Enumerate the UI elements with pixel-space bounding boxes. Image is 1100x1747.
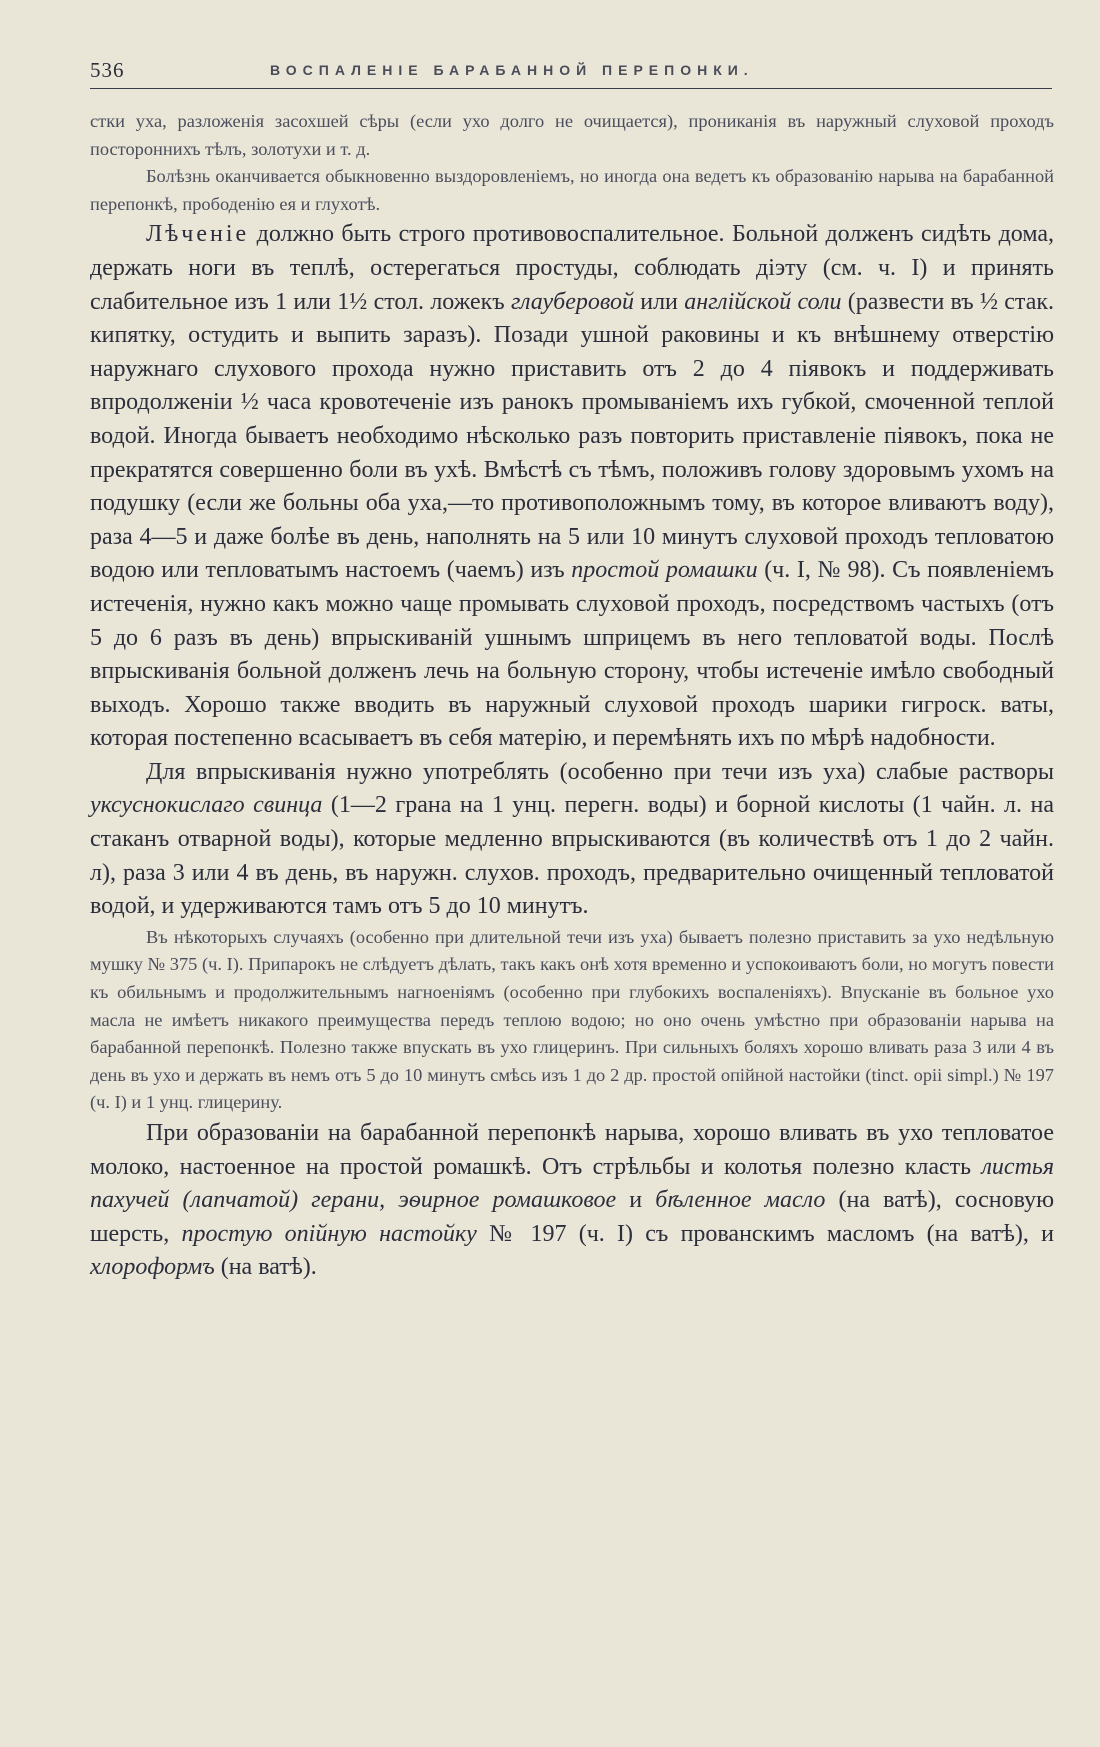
page-header <box>90 58 1052 89</box>
paragraph-outcome <box>90 163 1054 218</box>
italic-term: простой ромашки <box>571 557 758 584</box>
italic-term: англійской соли <box>684 288 842 315</box>
text-run: (развести въ ½ стак. кипятку, остудить и выпить заразъ). Позади ушной раковины и къ внѣшнему отверстію наружнаго слухового прохода нужно приставить отъ 2 до 4 піявокъ и поддерживать впродолженіи ½ часа кровотеченіе изъ ранокъ промываніемъ ихъ губкой, смоченной теплой водой. Иногда бываетъ необходимо нѣсколько разъ повторить приставленіе піявокъ, пока не прекратятся совершенно боли въ ухѣ. Вмѣстѣ съ тѣмъ, положивъ голову здоровымъ ухомъ на подушку (если же больны оба уха,—то противоположнымъ тому, въ которое вливаютъ воду), раза 4—5 и даже болѣе въ день, наполнять на 5 или 10 минутъ слуховой проходъ тепловатою водою или тепловатымъ настоемъ (чаемъ) изъ <box>90 288 1055 584</box>
text-run: должно быть строго противовоспалительное. Больной долженъ сидѣть дома, держать ноги въ теплѣ, остерегаться простуды, соблюдать діэту (см. ч. I) и принять слабительное изъ 1 или 1½ стол. ложекъ <box>90 221 1054 315</box>
italic-term: листья пахучей (лапчатой) герани, эѳирное ромашковое <box>90 1153 1054 1214</box>
text-run: (на ватѣ), сосновую шерсть, <box>90 1187 1055 1247</box>
paragraph-text: Въ нѣкоторыхъ случаяхъ (особенно при длительной течи изъ уха) бываетъ полезно приставить за ухо недѣльную мушку № 375 (ч. I). Припарокъ не слѣдуетъ дѣлать, такъ какъ онѣ хотя временно и успокоиваютъ боли, но могутъ повести къ обильнымъ и продолжительнымъ нагноеніямъ (особенно при глубокихъ воспаленіяхъ). Впусканіе въ больное ухо масла не имѣетъ никакого преимущества передъ теплою водою; но оно очень умѣстно при образованіи нарыва на барабанной перепонкѣ. Полезно также впускать въ ухо глицеринъ. При сильныхъ боляхъ хорошо вливать раза 3 или 4 въ день въ ухо и держать въ немъ отъ 5 до 10 минутъ смѣсь изъ 1 до 2 др. простой опійной настойки (tinct. opii simpl.) № 197 (ч. I) и 1 унц. глицерину. <box>90 926 1054 1113</box>
running-title: ВОСПАЛЕНІЕ БАРАБАННОЙ ПЕРЕПОНКИ. <box>270 62 754 78</box>
paragraph-additional-notes <box>90 924 1054 1117</box>
italic-term: хлороформъ <box>90 1254 215 1281</box>
italic-term: простую опійную настойку <box>181 1220 477 1247</box>
text-run: (на ватѣ). <box>214 1254 317 1281</box>
page-number: 536 <box>90 58 125 82</box>
paragraph-injections <box>90 756 1054 924</box>
paragraph-causes-end <box>90 108 1054 163</box>
paragraph-text: стки уха, разложенія засохшей сѣры (если ухо долго не очищается), прониканія въ наружный слуховой проходъ постороннихъ тѣлъ, золотухи и т. д. <box>90 111 1054 159</box>
section-lead-word: Лѣченіе <box>146 221 250 248</box>
text-run: Для впрыскиванія нужно употреблять (особенно при течи изъ уха) слабые растворы <box>146 758 1054 785</box>
text-run: При образованіи на барабанной перепонкѣ нарыва, хорошо вливать въ ухо тепловатое молоко, настоенное на простой ромашкѣ. Отъ стрѣльбы и колотья полезно класть <box>90 1120 1054 1180</box>
text-run: № 197 (ч. I) съ прованскимъ масломъ (на ватѣ), и <box>476 1220 1054 1247</box>
italic-term: уксуснокислаго свинца <box>90 792 323 819</box>
text-run: (1—2 грана на 1 унц. перегн. воды) и борной кислоты (1 чайн. л. на стаканъ отварной воды), которые медленно впрыскиваются (въ количествѣ отъ 1 до 2 чайн. л), раза 3 или 4 въ день, въ наружн. слухов. проходъ, предварительно очищенный тепловатой водой, и удерживаются тамъ отъ 5 до 10 минутъ. <box>90 792 1055 920</box>
paragraph-treatment <box>90 218 1054 756</box>
text-run: (ч. I, № 98). Съ появленіемъ истеченія, нужно какъ можно чаще промывать слуховой проходъ, посредствомъ частыхъ (отъ 5 до 6 разъ въ день) впрыскиваній ушнымъ шприцемъ въ него тепловатой воды. Послѣ впрыскиванія больной долженъ лечь на больную сторону, чтобы истеченіе имѣло свободный выходъ. Хорошо также вводить въ наружный слуховой проходъ шарики гигроск. ваты, которая постепенно всасываетъ въ себя матерію, и перемѣнять ихъ по мѣрѣ надобности. <box>90 557 1054 752</box>
text-run: и <box>616 1187 656 1214</box>
page-body <box>90 108 1054 1285</box>
italic-term: глауберовой <box>510 288 634 315</box>
paragraph-text: Болѣзнь оканчивается обыкновенно выздоровленіемъ, но иногда она ведетъ къ образованію нарыва на барабанной перепонкѣ, прободенію ея и глухотѣ. <box>90 166 1054 214</box>
paragraph-abscess <box>90 1117 1054 1285</box>
text-run: или <box>633 288 685 315</box>
italic-term: бѣленное масло <box>655 1187 826 1214</box>
